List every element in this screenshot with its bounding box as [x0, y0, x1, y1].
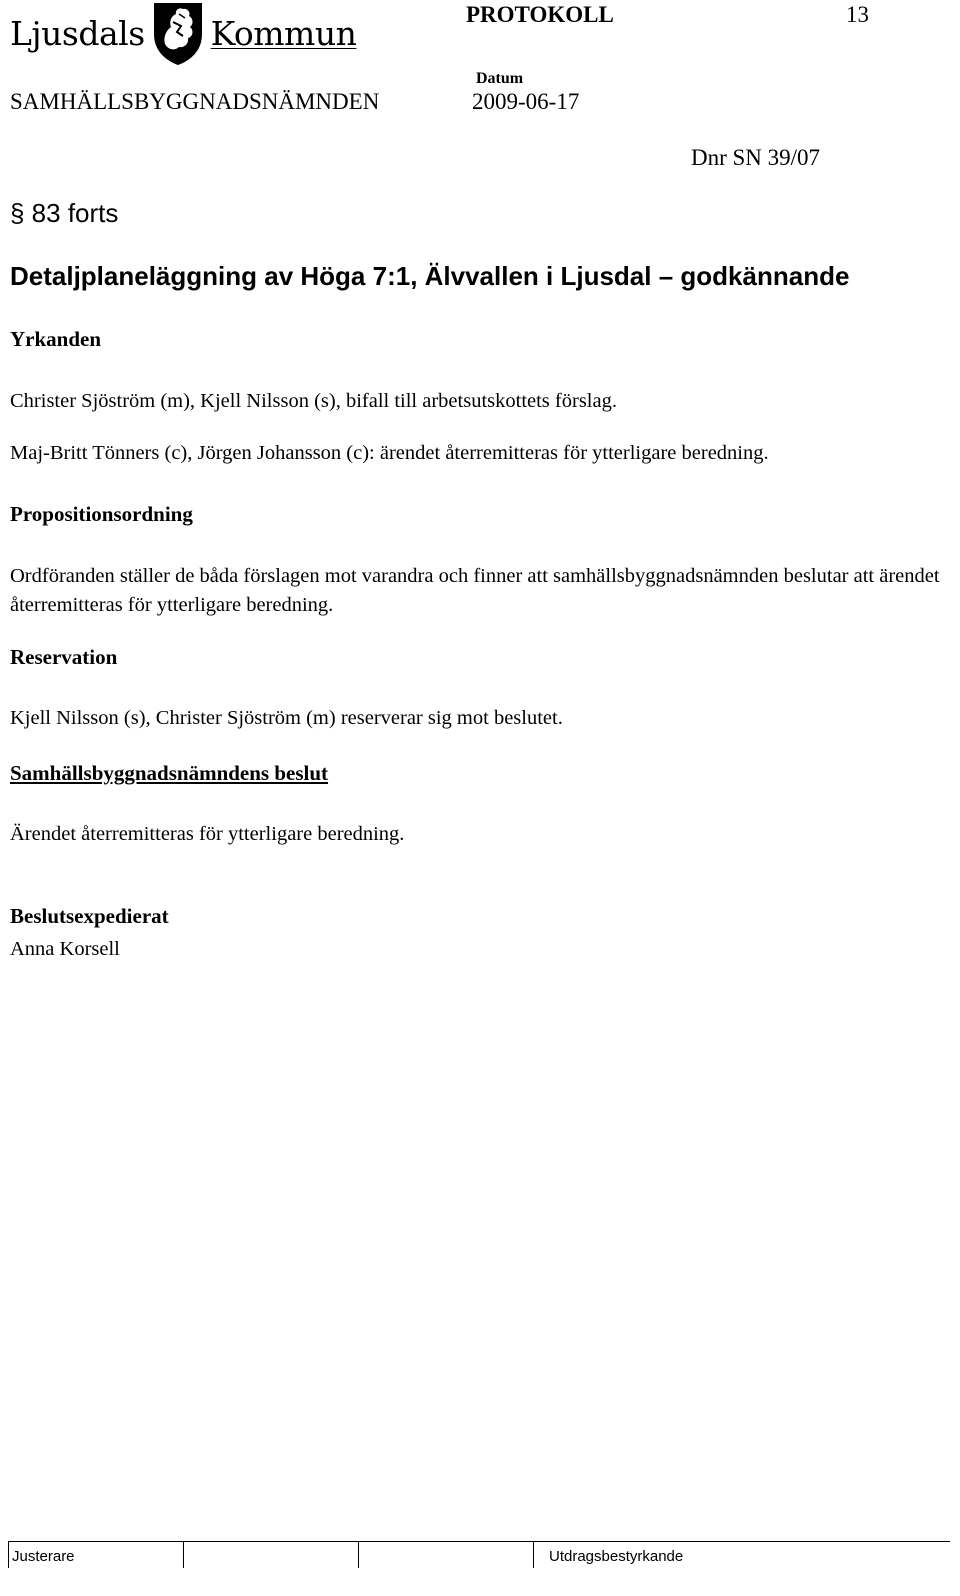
- date-label: Datum: [476, 70, 524, 87]
- meeting-date: 2009-06-17: [472, 89, 580, 114]
- justerare-signature-cell-2: [183, 1542, 358, 1568]
- decision-text: Ärendet återremitteras för ytterligare beredning.: [10, 823, 405, 845]
- beslutsexpedierat-recipient: Anna Korsell: [10, 938, 120, 960]
- justerare-cell: [8, 1542, 183, 1568]
- propositionsordning-text: Ordföranden ställer de båda förslagen mot varandra och finner att samhällsbyggnadsnämnden beslutar att ärendet återremitteras för ytterligare beredning.: [10, 565, 940, 616]
- utdrag-label: Utdragsbestyrkande: [549, 1548, 684, 1565]
- propositionsordning-heading: Propositionsordning: [10, 502, 193, 526]
- diary-number: Dnr SN 39/07: [691, 145, 821, 170]
- yrkanden-line-2: Maj-Britt Tönners (c), Jörgen Johansson (c): ärendet återremitteras för ytterligare beredning.: [10, 442, 769, 464]
- reservation-text: Kjell Nilsson (s), Christer Sjöström (m) reserverar sig mot beslutet.: [10, 707, 563, 729]
- logo-text-kommun: Kommun: [210, 13, 357, 53]
- item-title: Detaljplaneläggning av Höga 7:1, Älvvallen i Ljusdal – godkännande: [10, 261, 850, 291]
- signature-footer: [8, 1541, 950, 1568]
- page-number: 13: [846, 2, 869, 27]
- yrkanden-line-1: Christer Sjöström (m), Kjell Nilsson (s), bifall till arbetsutskottets förslag.: [10, 390, 617, 412]
- justerare-signature-cell-3: [358, 1542, 533, 1568]
- paragraph-number: § 83 forts: [10, 198, 119, 228]
- yrkanden-heading: Yrkanden: [10, 327, 102, 351]
- coat-of-arms-icon: [151, 0, 205, 66]
- utdrag-cell: [533, 1542, 950, 1568]
- decision-heading: Samhällsbyggnadsnämndens beslut: [10, 761, 329, 785]
- committee-name: SAMHÄLLSBYGGNADSNÄMNDEN: [10, 89, 380, 114]
- municipality-logo: [10, 0, 356, 66]
- justerare-label: Justerare: [12, 1548, 75, 1565]
- beslutsexpedierat-heading: Beslutsexpedierat: [10, 904, 169, 928]
- document-type: PROTOKOLL: [466, 2, 614, 27]
- logo-text-ljusdals: Ljusdals: [10, 13, 145, 53]
- reservation-heading: Reservation: [10, 645, 118, 669]
